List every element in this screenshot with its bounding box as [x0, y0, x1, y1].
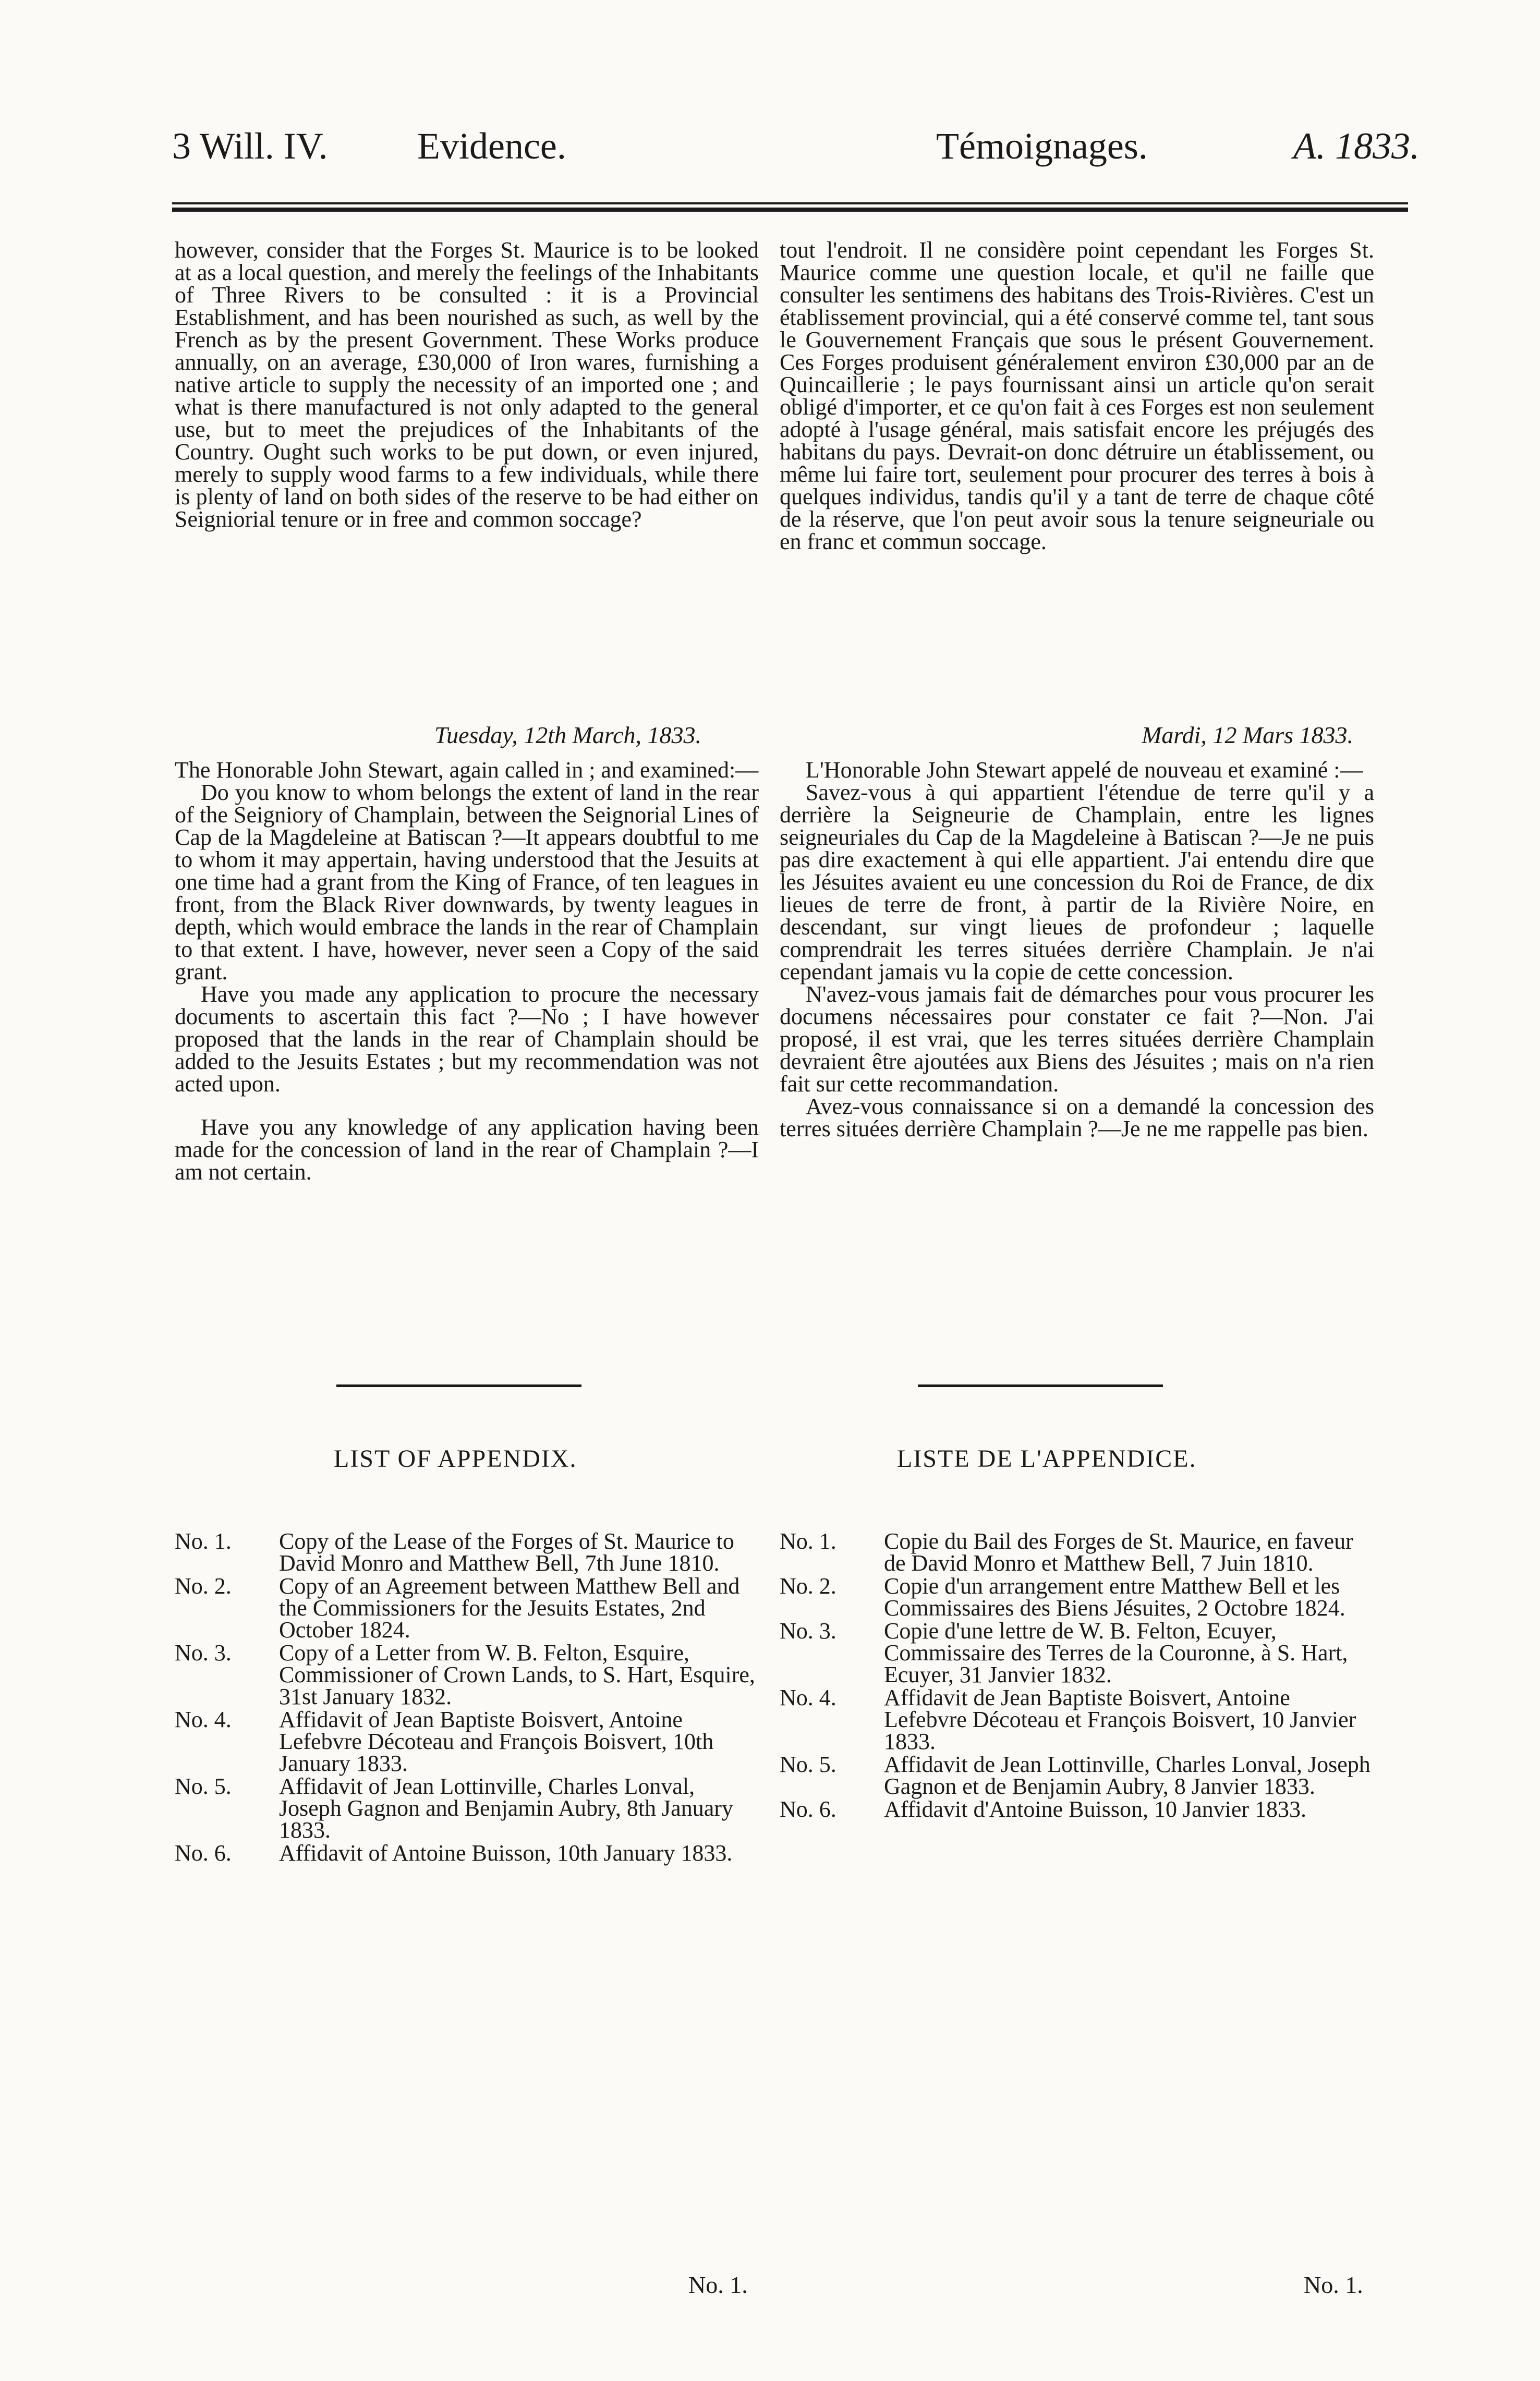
appendix-number: No. 3.: [780, 1618, 836, 1644]
appendix-item: [780, 1575, 1374, 1619]
appendix-description: Copie d'une lettre de W. B. Felton, Ecuyer, Commissaire des Terres de la Couronne, à S. Hart, Ecuyer, 31 Janvier 1832.: [884, 1618, 1348, 1687]
running-header: [0, 123, 1540, 180]
appendix-description: Affidavit de Jean Baptiste Boisvert, Antoine Lefebvre Décoteau et François Boisvert, 10 Janvier 1833.: [884, 1685, 1356, 1754]
appendix-list-fr: [780, 1530, 1374, 1821]
header-rule: [172, 202, 1408, 204]
qa-en-3: Have you any knowledge of any application having been made for the concession of land in the rear of Champlain ?—I am not certain.: [175, 1114, 759, 1185]
appendix-description: Copy of an Agreement between Matthew Bell and the Commissioners for the Jesuits Estates, 2nd October 1824.: [279, 1573, 740, 1643]
appendix-item: [780, 1754, 1374, 1797]
witness-intro-en: The Honorable John Stewart, again called in ; and examined:—: [175, 757, 759, 783]
appendix-number: No. 1.: [175, 1528, 232, 1554]
appendix-description: Affidavit of Jean Lottinville, Charles Lonval, Joseph Gagnon and Benjamin Aubry, 8th January 1833.: [279, 1773, 733, 1843]
appendix-item: [780, 1687, 1374, 1753]
appendix-number: No. 2.: [175, 1573, 232, 1599]
appendix-description: Affidavit d'Antoine Buisson, 10 Janvier 1833.: [884, 1796, 1307, 1822]
qa-fr-3: Avez-vous connaissance si on a demandé la concession des terres situées derrière Champlain ?—Je ne me rappelle pas bien.: [780, 1094, 1374, 1141]
appendix-number: No. 5.: [175, 1773, 232, 1799]
section-title-fr: Témoignages.: [936, 125, 1148, 167]
appendix-description: Copy of the Lease of the Forges of St. Maurice to David Monro and Matthew Bell, 7th June 1810.: [279, 1528, 734, 1576]
appendix-number: No. 6.: [175, 1840, 232, 1866]
catchword-fr: No. 1.: [1304, 2271, 1363, 2298]
french-testimony: [780, 759, 1374, 1140]
appendix-number: No. 3.: [175, 1640, 232, 1666]
appendix-number: No. 5.: [780, 1752, 836, 1777]
year: A. 1833.: [1293, 125, 1420, 167]
french-continuation-text: tout l'endroit. Il ne considère point cependant les Forges St. Maurice comme une question locale, et qu'il ne faille que consulter les sentimens des habitans des Trois-Rivières. C'est un établissement provincial, qui a été conservé comme tel, tant sous le Gouvernement Français que sous le présent Gouvernement. Ces Forges produisent généralement environ £30,000 par an de Quincaillerie ; le pays fournissant ainsi un article qu'on serait obligé d'importer, et ce qu'on fait à ces Forges est non seulement adopté à l'usage général, mais satisfait encore les préjugés des habitans du pays. Devrait-on donc détruire un établissement, ou même lui faire tort, seulement pour procurer des terres à bois à quelques individus, tandis qu'il y a tant de terre de chaque côté de la réserve, que l'on peut avoir sous la tenure seigneuriale ou en franc et commun soccage.: [780, 237, 1374, 554]
catchword-en: No. 1.: [688, 2271, 748, 2298]
appendix-item: [175, 1773, 759, 1843]
appendix-item: [175, 1642, 759, 1708]
english-dateline: [175, 722, 759, 748]
qa-fr-2: N'avez-vous jamais fait de démarches pour vous procurer les documens nécessaires pour constater ce fait ?—Non. J'ai proposé, il est vrai, que les terres situées derrière Champlain devraient être ajoutées aux Biens des Jésuites ; mais on n'a rien fait sur cette recommandation.: [780, 981, 1374, 1097]
section-divider-fr: [918, 1384, 1163, 1387]
header-rule-thick: [172, 208, 1408, 212]
english-continuation-text: however, consider that the Forges St. Maurice is to be looked at as a local question, and merely the feelings of the Inhabitants of Three Rivers to be consulted : it is a Provincial Establishment, and has been nourished as such, as well by the French as by the present Government. These Works produce annually, on an average, £30,000 of Iron wares, furnishing a native article to supply the necessity of an imported one ; and what is there manufactured is not only adapted to the general use, but to meet the prejudices of the Inhabitants of the Country. Ought such works to be put down, or even injured, merely to supply wood farms to a few individuals, while there is plenty of land on both sides of the reserve to be had either on Seigniorial tenure or in free and common soccage?: [175, 237, 759, 532]
section-divider-en: [336, 1384, 581, 1387]
appendix-description: Copie du Bail des Forges de St. Maurice, en faveur de David Monro et Matthew Bell, 7 Juin 1810.: [884, 1528, 1353, 1576]
appendix-title-en: LIST OF APPENDIX.: [334, 1445, 577, 1473]
appendix-number: No. 1.: [780, 1528, 836, 1554]
appendix-description: Affidavit of Antoine Buisson, 10th January 1833.: [279, 1840, 733, 1866]
qa-fr-1: Savez-vous à qui appartient l'étendue de terre qu'il y a derrière la Seigneurie de Champlain, entre les lignes seigneuriales du Cap de la Magdeleine à Batiscan ?—Je ne puis pas dire exactement à qui elle appartient. J'ai entendu dire que les Jésuites avaient eu une concession du Roi de France, de dix lieues de terre de front, à partir de la Rivière Noire, en descendant, sur vingt lieues de profondeur ; laquelle comprendrait les terres situées derrière Champlain. Je n'ai cependant jamais vu la copie de cette concession.: [780, 780, 1374, 985]
english-continuation: [175, 239, 759, 530]
appendix-number: No. 4.: [175, 1707, 232, 1732]
witness-intro-fr: L'Honorable John Stewart appelé de nouveau et examiné :—: [806, 757, 1363, 783]
english-testimony: [175, 759, 759, 1183]
appendix-item: [780, 1796, 1374, 1822]
date-fr: Mardi, 12 Mars 1833.: [1142, 722, 1353, 748]
appendix-number: No. 2.: [780, 1573, 836, 1599]
appendix-title-fr: LISTE DE L'APPENDICE.: [897, 1445, 1197, 1473]
appendix-description: Copy of a Letter from W. B. Felton, Esquire, Commissioner of Crown Lands, to S. Hart, Esquire, 31st January 1832.: [279, 1640, 755, 1709]
appendix-description: Affidavit de Jean Lottinville, Charles Lonval, Joseph Gagnon et de Benjamin Aubry, 8 Janvier 1833.: [884, 1752, 1371, 1799]
section-title-en: Evidence.: [417, 125, 566, 167]
appendix-item: [780, 1530, 1374, 1574]
appendix-item: [175, 1842, 759, 1864]
qa-en-1: Do you know to whom belongs the extent of land in the rear of the Seigniory of Champlain, between the Seignorial Lines of Cap de la Magdeleine at Batiscan ?—It appears doubtful to me to whom it may appertain, having understood that the Jesuits at one time had a grant from the King of France, of ten leagues in front, from the Black River downwards, by twenty leagues in depth, which would embrace the lands in the rear of Champlain to that extent. I have, however, never seen a Copy of the said grant.: [175, 780, 759, 985]
appendix-description: Copie d'un arrangement entre Matthew Bell et les Commissaires des Biens Jésuites, 2 Octobre 1824.: [884, 1573, 1345, 1621]
appendix-item: [175, 1709, 759, 1775]
french-continuation: [780, 239, 1374, 553]
appendix-item: [175, 1575, 759, 1641]
regnal-year: 3 Will. IV.: [172, 125, 328, 167]
appendix-item: [780, 1620, 1374, 1686]
appendix-number: No. 4.: [780, 1685, 836, 1710]
appendix-number: No. 6.: [780, 1796, 836, 1822]
appendix-list-en: [175, 1530, 759, 1865]
appendix-item: [175, 1530, 759, 1574]
appendix-description: Affidavit of Jean Baptiste Boisvert, Antoine Lefebvre Décoteau and François Boisvert, 10th January 1833.: [279, 1707, 714, 1776]
qa-en-2: Have you made any application to procure the necessary documents to ascertain this fact ?—No ; I have however proposed that the lands in the rear of Champlain should be added to the Jesuits Estates ; but my recommendation was not acted upon.: [175, 981, 759, 1097]
french-dateline: [780, 722, 1374, 748]
date-en: Tuesday, 12th March, 1833.: [434, 722, 701, 748]
